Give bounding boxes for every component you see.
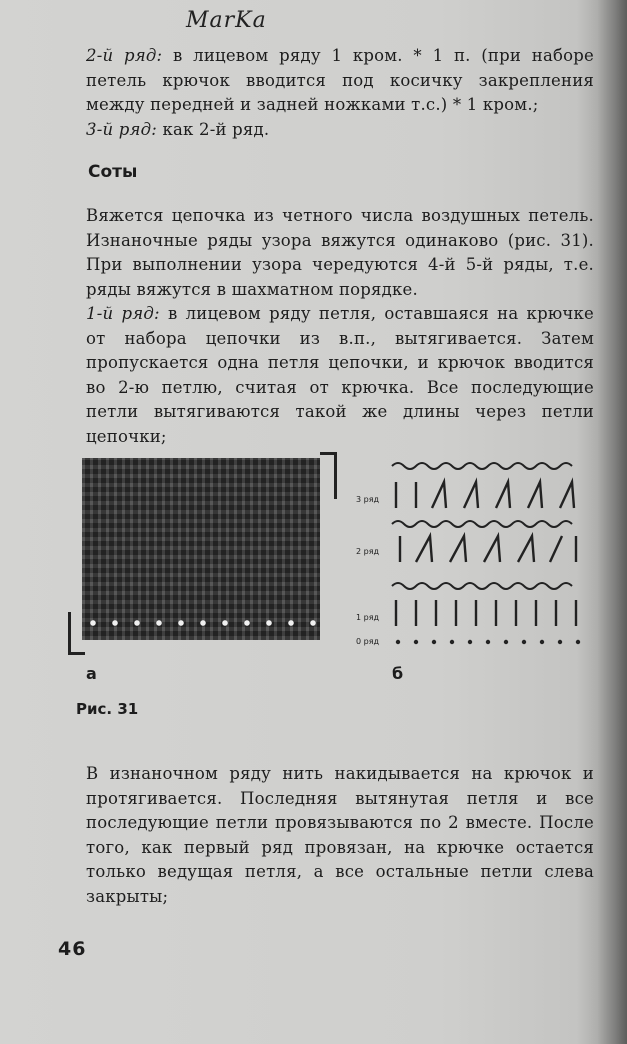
row-1-lead: 1-й ряд: bbox=[86, 304, 160, 323]
main-text-block bbox=[86, 204, 594, 449]
row-3-text: как 2-й ряд. bbox=[157, 119, 270, 139]
row-label-0: 0 ряд bbox=[356, 637, 380, 646]
paragraph-row-3 bbox=[86, 118, 594, 143]
row-label-3: 3 ряд bbox=[356, 495, 380, 504]
figure-label-b: б bbox=[392, 664, 404, 683]
photo-corner-mark-top-right bbox=[320, 452, 337, 499]
chain-row-1 bbox=[392, 583, 572, 589]
paragraph-intro bbox=[86, 204, 594, 302]
knit-sample-photo bbox=[82, 458, 320, 640]
photo-bottom-loops bbox=[82, 614, 320, 632]
stitches-row-3 bbox=[396, 482, 574, 508]
chain-row-2 bbox=[392, 521, 572, 527]
chain-row-3 bbox=[392, 463, 572, 469]
chain-dots-row-0 bbox=[396, 640, 580, 644]
row-1-text: в лицевом ряду петля, оставшаяся на крючке от набора цепочки из в.п., вытягивается. Затем пропускается одна петля цепочки, и крючок вводится во 2-ю петлю, считая от крючка. Все последующие петли вытягиваются такой же длины через петли цепочки; bbox=[86, 304, 594, 446]
paragraph-row-1 bbox=[86, 302, 594, 449]
row-3-lead: 3-й ряд: bbox=[86, 119, 158, 139]
crochet-chart bbox=[340, 450, 610, 660]
row-label-2: 2 ряд bbox=[356, 547, 380, 556]
paragraph-row-2 bbox=[86, 44, 594, 118]
figure-caption: Рис. 31 bbox=[76, 700, 139, 718]
figure-label-a: а bbox=[86, 664, 97, 683]
section-heading: Соты bbox=[88, 162, 138, 182]
photo-corner-mark-bottom-left bbox=[68, 612, 85, 655]
watermark: MarKa bbox=[186, 8, 267, 33]
paragraph-purl-row: В изнаночном ряду нить накидывается на крючок и протягивается. Последняя вытянутая петля и все последующие петли провязываются по 2 вместе. После того, как первый ряд провязан, на крючке остается только ведущая петля, а все остальные петли слева закрыты; bbox=[86, 764, 594, 906]
page-number: 46 bbox=[58, 938, 87, 960]
intro-text: Вяжется цепочка из четного числа воздушных петель. Изнаночные ряды узора вяжутся одинаково (рис. 31). При выполнении узора чередуются 4-й 5-й ряды, т.е. ряды вяжутся в шахматном порядке. bbox=[86, 206, 594, 299]
bottom-text-block bbox=[86, 762, 594, 909]
stitches-row-2 bbox=[400, 536, 576, 562]
row-2-text: в лицевом ряду 1 кром. * 1 п. (при наборе петель крючок вводится под косичку закрепления между передней и задней ножками т.с.) * 1 кром.; bbox=[86, 46, 594, 114]
top-text-block bbox=[86, 44, 594, 142]
row-2-lead: 2-й ряд: bbox=[86, 46, 163, 65]
row-label-1: 1 ряд bbox=[356, 613, 380, 622]
stitches-row-1 bbox=[396, 600, 576, 626]
